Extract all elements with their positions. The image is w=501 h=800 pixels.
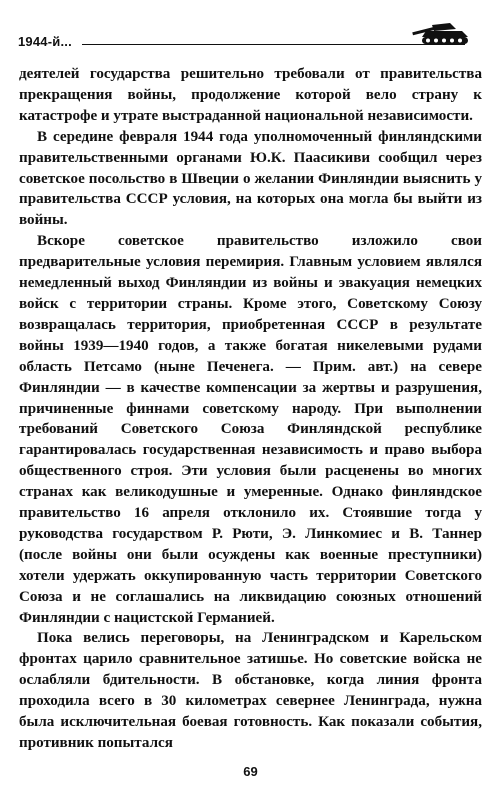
running-head-title: 1944-й... <box>18 34 72 49</box>
header-rule <box>82 44 465 45</box>
paragraph: Вскоре советское правительство изложило свои предварительные условия перемирия. Главным условием являлся немедленный выход Финляндии из войны и эвакуация немецких войск с территории страны. Кроме этого, Советскому Союзу возвращалась территория, приобретенная СССР в результате войны 1939—1940 годов, а также богатая никелевыми рудами область Петсамо (ныне Печенега. — Прим. авт.) на севере Финляндии — в качестве компенсации за жертвы и разрушения, причиненные финнами советскому народу. При выполнении требований Советского Союза Финляндской республике гарантировалась государственная независимость и право выбора общественного строя. Эти условия были расценены во многих странах как великодушные и умеренные. Однако финляндское правительство 16 апреля отклонило их. Стоявшие тогда у руководства государством Р. Рюти, Э. Линкомиес и В. Таннер (после войны они были осуждены как военные преступники) хотели удержать оккупированную часть территории Советского Союза и не соглашались на ликвидацию союзных отношений Финляндии с нацистской Германией. <box>19 233 482 626</box>
body-text <box>19 64 482 754</box>
tank-icon <box>410 17 472 47</box>
paragraph: В середине февраля 1944 года уполномоченный финляндскими правительственными органами Ю.К. Паасикиви сообщил через советское посольство в Швеции о желании Финляндии выяснить у правительства СССР условия, на которых она могла бы выйти из войны. <box>19 128 482 229</box>
page-number: 69 <box>243 764 258 779</box>
paragraph-continuation: деятелей государства решительно требовали от правительства прекращения войны, продолжение которой вело страну к катастрофе и утрате выстраданной национальной независимости. <box>19 66 482 124</box>
paragraph: Пока велись переговоры, на Ленинградском и Карельском фронтах царило сравнительное затишье. Но советские войска не ослабляли бдительности. В обстановке, когда линия фронта проходила всего в 30 километрах севернее Ленинграда, нужна была исключительная боевая готовность. Как показали события, противник попытался <box>19 630 482 751</box>
